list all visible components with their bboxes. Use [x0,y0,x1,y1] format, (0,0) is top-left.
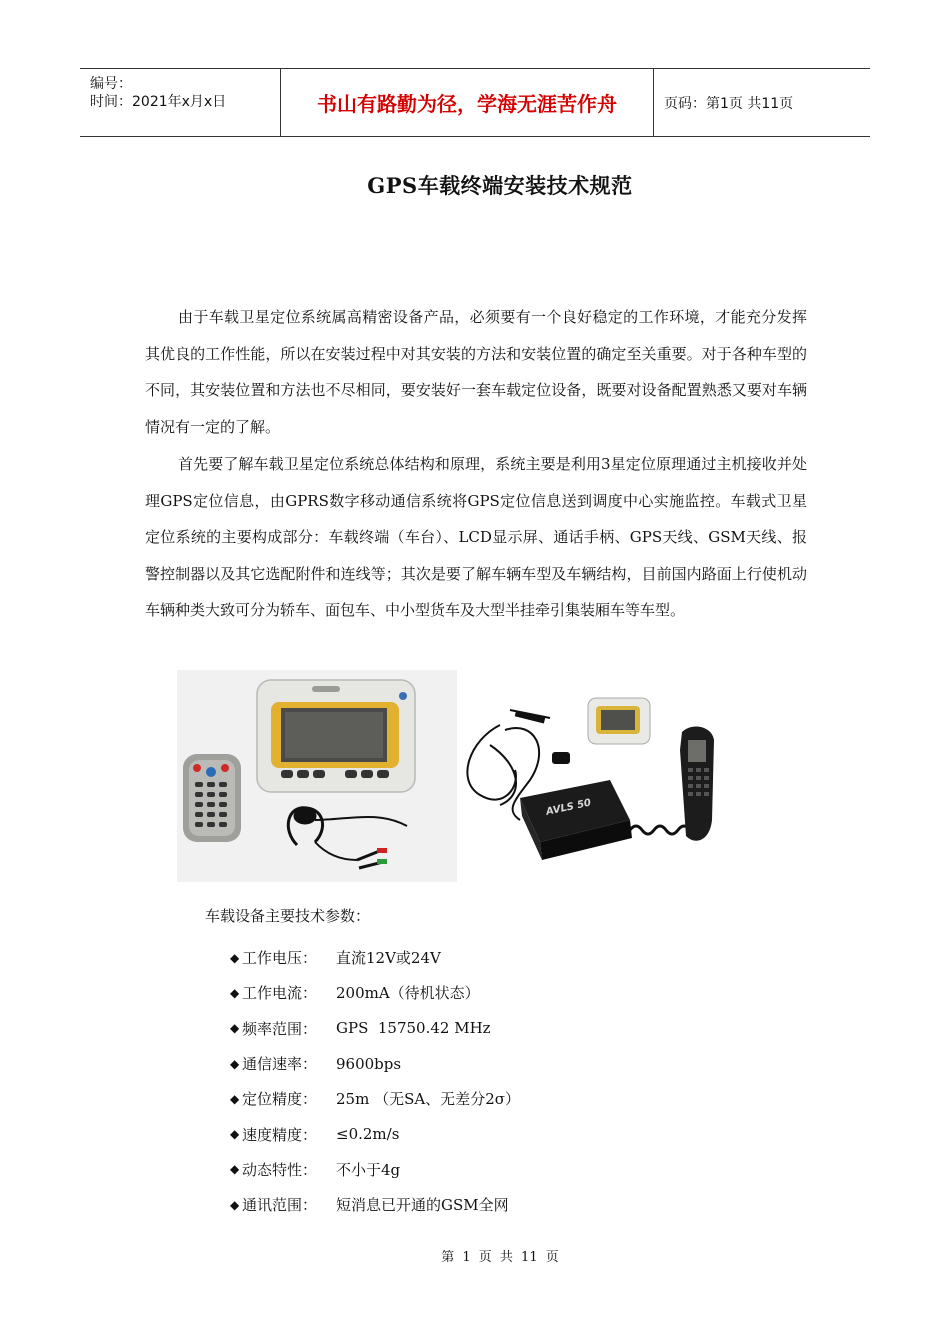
gps-antenna [552,752,570,764]
spec-item-position-accuracy [230,1081,520,1116]
device-model-label: AVLS 50 [545,797,593,818]
bullet-icon: ◆ [230,1162,240,1177]
spec-item-speed-accuracy [230,1116,520,1151]
spec-value: 不小于4g [336,1160,401,1179]
spec-item-coverage [230,1187,520,1222]
spec-name: 频率范围： [242,1019,318,1038]
spec-value: 200mA（待机状态） [336,984,480,1003]
spec-item-frequency [230,1011,520,1046]
header-motto: 书山有路勤为径，学海无涯苦作舟 [281,69,654,136]
remote-control [183,754,241,842]
spec-item-baud-rate [230,1046,520,1081]
spec-name: 速度精度： [242,1125,318,1144]
page-header [80,68,870,137]
header-page-number: 页码：第1页 共11页 [664,95,794,112]
spec-value: 短消息已开通的GSM全网 [336,1196,509,1215]
spec-name: 动态特性： [242,1160,318,1179]
spec-value: 25m （无SA、无差分2σ） [336,1090,520,1109]
spec-item-voltage [230,940,520,975]
bullet-icon: ◆ [230,950,240,965]
photo-avls-terminal-handset [460,670,740,882]
paragraph-intro: 由于车载卫星定位系统属高精密设备产品，必须要有一个良好稳定的工作环境，才能充分发挥其优良的工作性能，所以在安装过程中对其安装的方法和安装位置的确定至关重要。对于各种车型的不同，其安装位置和方法也不尽相同，要安装好一套车载定位设备，既要对设备配置熟悉又要对车辆情况有一定的了解。 [145,308,807,436]
document-date-label: 时间：2021年x月x日 [90,94,227,110]
lcd-display-unit [257,680,415,792]
spec-item-dynamics [230,1152,520,1187]
spec-item-current [230,975,520,1010]
document-number-label: 编号： [90,76,132,92]
spec-section-title: 车载设备主要技术参数： [205,907,371,925]
header-meta-cell [80,69,281,136]
spec-value: 直流12V或24V [336,949,441,968]
spec-name: 工作电压： [242,949,318,968]
photo-display-remote-headset [177,670,457,882]
spec-name: 定位精度： [242,1090,318,1109]
page-footer: 第 1 页 共 11 页 [441,1250,559,1265]
spec-value: ≤0.2m/s [336,1125,400,1144]
spec-name: 通信速率： [242,1055,318,1074]
bullet-icon: ◆ [230,1056,240,1071]
bullet-icon: ◆ [230,985,240,1000]
spec-name: 工作电流： [242,984,318,1003]
bullet-icon: ◆ [230,1127,240,1142]
spec-list [230,940,520,1222]
small-lcd-display [588,698,650,744]
bullet-icon: ◆ [230,1021,240,1036]
document-title: GPS车载终端安装技术规范 [367,173,633,198]
bullet-icon: ◆ [230,1091,240,1106]
spec-value: GPS 15750.42 MHz [336,1019,491,1038]
paragraph-system-overview: 首先要了解车载卫星定位系统总体结构和原理，系统主要是利用3星定位原理通过主机接收并处理GPS定位信息，由GPRS数字移动通信系统将GPS定位信息送到调度中心实施监控。车载式卫星定位系统的主要构成部分：车载终端（车台）、LCD显示屏、通话手柄、GPS天线、GSM天线、报警控制器以及其它选配附件和连线等；其次是要了解车辆车型及车辆结构，目前国内路面上行使机动车辆种类大致可分为轿车、面包车、中小型货车及大型半挂牵引集装厢车等车型。 [145,455,807,619]
spec-name: 通讯范围： [242,1196,318,1215]
spec-value: 9600bps [336,1054,402,1073]
bullet-icon: ◆ [230,1197,240,1212]
